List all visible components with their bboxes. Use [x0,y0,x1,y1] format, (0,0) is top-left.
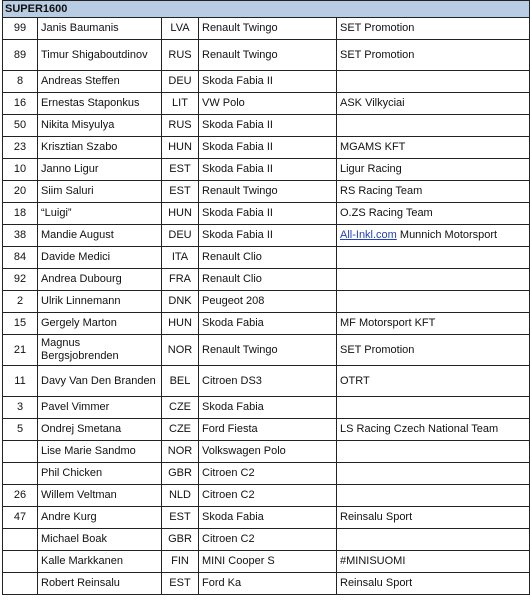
car-number-cell: 99 [3,18,38,40]
car-number-cell [3,463,38,485]
car-number-cell [3,529,38,551]
nationality-cell: CZE [162,419,199,441]
driver-cell: Janis Baumanis [38,18,162,40]
car-cell: Skoda Fabia II [199,159,337,181]
nationality-cell: NOR [162,441,199,463]
team-cell [337,269,530,291]
nationality-cell: HUN [162,203,199,225]
team-cell: ASK Vilkyciai [337,93,530,115]
car-cell: Renault Clio [199,269,337,291]
table-row [3,313,530,335]
driver-cell: Andre Kurg [38,507,162,529]
table-row [3,335,530,366]
driver-cell: Robert Reinsalu [38,573,162,595]
team-cell: SET Promotion [337,18,530,40]
team-cell: Ligur Racing [337,159,530,181]
car-number-cell: 21 [3,335,38,366]
car-number-cell: 11 [3,366,38,397]
team-cell: MGAMS KFT [337,137,530,159]
nationality-cell: EST [162,159,199,181]
nationality-cell: FRA [162,269,199,291]
driver-cell: Pavel Vimmer [38,397,162,419]
table-row [3,397,530,419]
car-number-cell: 8 [3,71,38,93]
car-number-cell [3,441,38,463]
team-cell [337,529,530,551]
car-cell: Renault Twingo [199,40,337,71]
table-row [3,419,530,441]
table-row [3,203,530,225]
entry-list [2,0,529,595]
car-cell: Skoda Fabia II [199,137,337,159]
nationality-cell: DEU [162,71,199,93]
driver-cell: Mandie August [38,225,162,247]
team-cell [337,247,530,269]
nationality-cell: NOR [162,335,199,366]
car-number-cell: 84 [3,247,38,269]
car-cell: Volkswagen Polo [199,441,337,463]
car-cell: Peugeot 208 [199,291,337,313]
team-cell [337,115,530,137]
entry-table [2,0,530,595]
car-number-cell [3,551,38,573]
team-cell: Reinsalu Sport [337,507,530,529]
team-cell [337,441,530,463]
driver-cell: Davide Medici [38,247,162,269]
driver-cell: Siim Saluri [38,181,162,203]
car-cell: Ford Ka [199,573,337,595]
entry-table-body [3,1,530,595]
nationality-cell: GBR [162,529,199,551]
table-row [3,441,530,463]
car-cell: Skoda Fabia [199,397,337,419]
nationality-cell: DNK [162,291,199,313]
nationality-cell: NLD [162,485,199,507]
team-cell [337,485,530,507]
car-number-cell: 47 [3,507,38,529]
nationality-cell: EST [162,573,199,595]
table-row [3,18,530,40]
table-row [3,269,530,291]
car-cell: Skoda Fabia II [199,115,337,137]
car-number-cell: 23 [3,137,38,159]
car-cell: Skoda Fabia II [199,225,337,247]
nationality-cell: LVA [162,18,199,40]
table-row [3,529,530,551]
driver-cell: Timur Shigaboutdinov [38,40,162,71]
team-name: Munnich Motorsport [399,229,498,241]
team-cell: Reinsalu Sport [337,573,530,595]
team-cell: SET Promotion [337,40,530,71]
car-number-cell: 16 [3,93,38,115]
table-row [3,507,530,529]
team-cell: O.ZS Racing Team [337,203,530,225]
car-number-cell: 50 [3,115,38,137]
team-cell: SET Promotion [337,335,530,366]
table-row [3,463,530,485]
car-cell: Citroen C2 [199,463,337,485]
nationality-cell: GBR [162,463,199,485]
table-row [3,225,530,247]
team-cell [337,71,530,93]
class-title: SUPER1600 [3,1,530,18]
driver-cell: “Luigi” [38,203,162,225]
team-cell [337,463,530,485]
table-row [3,485,530,507]
car-cell: Skoda Fabia [199,507,337,529]
team-cell [337,291,530,313]
driver-cell: Gergely Marton [38,313,162,335]
team-cell: OTRT [337,366,530,397]
car-cell: Skoda Fabia II [199,203,337,225]
driver-cell: Krisztian Szabo [38,137,162,159]
driver-cell: Ulrik Linnemann [38,291,162,313]
car-number-cell: 89 [3,40,38,71]
table-row [3,551,530,573]
team-link[interactable]: All-Inkl.com [340,229,397,241]
table-row [3,181,530,203]
car-cell: Citroen C2 [199,529,337,551]
team-cell: LS Racing Czech National Team [337,419,530,441]
car-cell: Ford Fiesta [199,419,337,441]
car-cell: MINI Cooper S [199,551,337,573]
table-row [3,247,530,269]
driver-cell: Kalle Markkanen [38,551,162,573]
driver-cell: Andrea Dubourg [38,269,162,291]
nationality-cell: RUS [162,115,199,137]
nationality-cell: DEU [162,225,199,247]
driver-cell: Ondrej Smetana [38,419,162,441]
nationality-cell: HUN [162,313,199,335]
car-cell: Renault Twingo [199,181,337,203]
driver-cell: Ernestas Staponkus [38,93,162,115]
driver-cell: Davy Van Den Branden [38,366,162,397]
car-number-cell: 38 [3,225,38,247]
car-number-cell: 10 [3,159,38,181]
table-row [3,115,530,137]
nationality-cell: ITA [162,247,199,269]
car-cell: Renault Twingo [199,335,337,366]
nationality-cell: FIN [162,551,199,573]
driver-cell: Willem Veltman [38,485,162,507]
table-row [3,137,530,159]
car-number-cell: 2 [3,291,38,313]
driver-cell: Michael Boak [38,529,162,551]
car-cell: Renault Clio [199,247,337,269]
driver-cell: Magnus Bergsjobrenden [38,335,162,366]
table-row [3,366,530,397]
car-number-cell: 3 [3,397,38,419]
table-row [3,93,530,115]
nationality-cell: EST [162,507,199,529]
car-number-cell: 18 [3,203,38,225]
driver-cell: Phil Chicken [38,463,162,485]
class-header-row [3,1,530,18]
car-cell: Citroen C2 [199,485,337,507]
car-number-cell: 20 [3,181,38,203]
team-cell [337,397,530,419]
car-number-cell: 26 [3,485,38,507]
driver-cell: Lise Marie Sandmo [38,441,162,463]
table-row [3,573,530,595]
car-cell: Skoda Fabia [199,313,337,335]
nationality-cell: RUS [162,40,199,71]
car-cell: Renault Twingo [199,18,337,40]
driver-cell: Andreas Steffen [38,71,162,93]
car-number-cell [3,573,38,595]
nationality-cell: LIT [162,93,199,115]
nationality-cell: EST [162,181,199,203]
team-cell [337,225,530,247]
car-number-cell: 15 [3,313,38,335]
team-cell: RS Racing Team [337,181,530,203]
car-number-cell: 92 [3,269,38,291]
table-row [3,40,530,71]
nationality-cell: BEL [162,366,199,397]
car-cell: Citroen DS3 [199,366,337,397]
car-number-cell: 5 [3,419,38,441]
car-cell: Skoda Fabia II [199,71,337,93]
nationality-cell: HUN [162,137,199,159]
nationality-cell: CZE [162,397,199,419]
team-cell: MF Motorsport KFT [337,313,530,335]
table-row [3,71,530,93]
car-cell: VW Polo [199,93,337,115]
table-row [3,291,530,313]
driver-cell: Janno Ligur [38,159,162,181]
team-cell: #MINISUOMI [337,551,530,573]
table-row [3,159,530,181]
driver-cell: Nikita Misyulya [38,115,162,137]
